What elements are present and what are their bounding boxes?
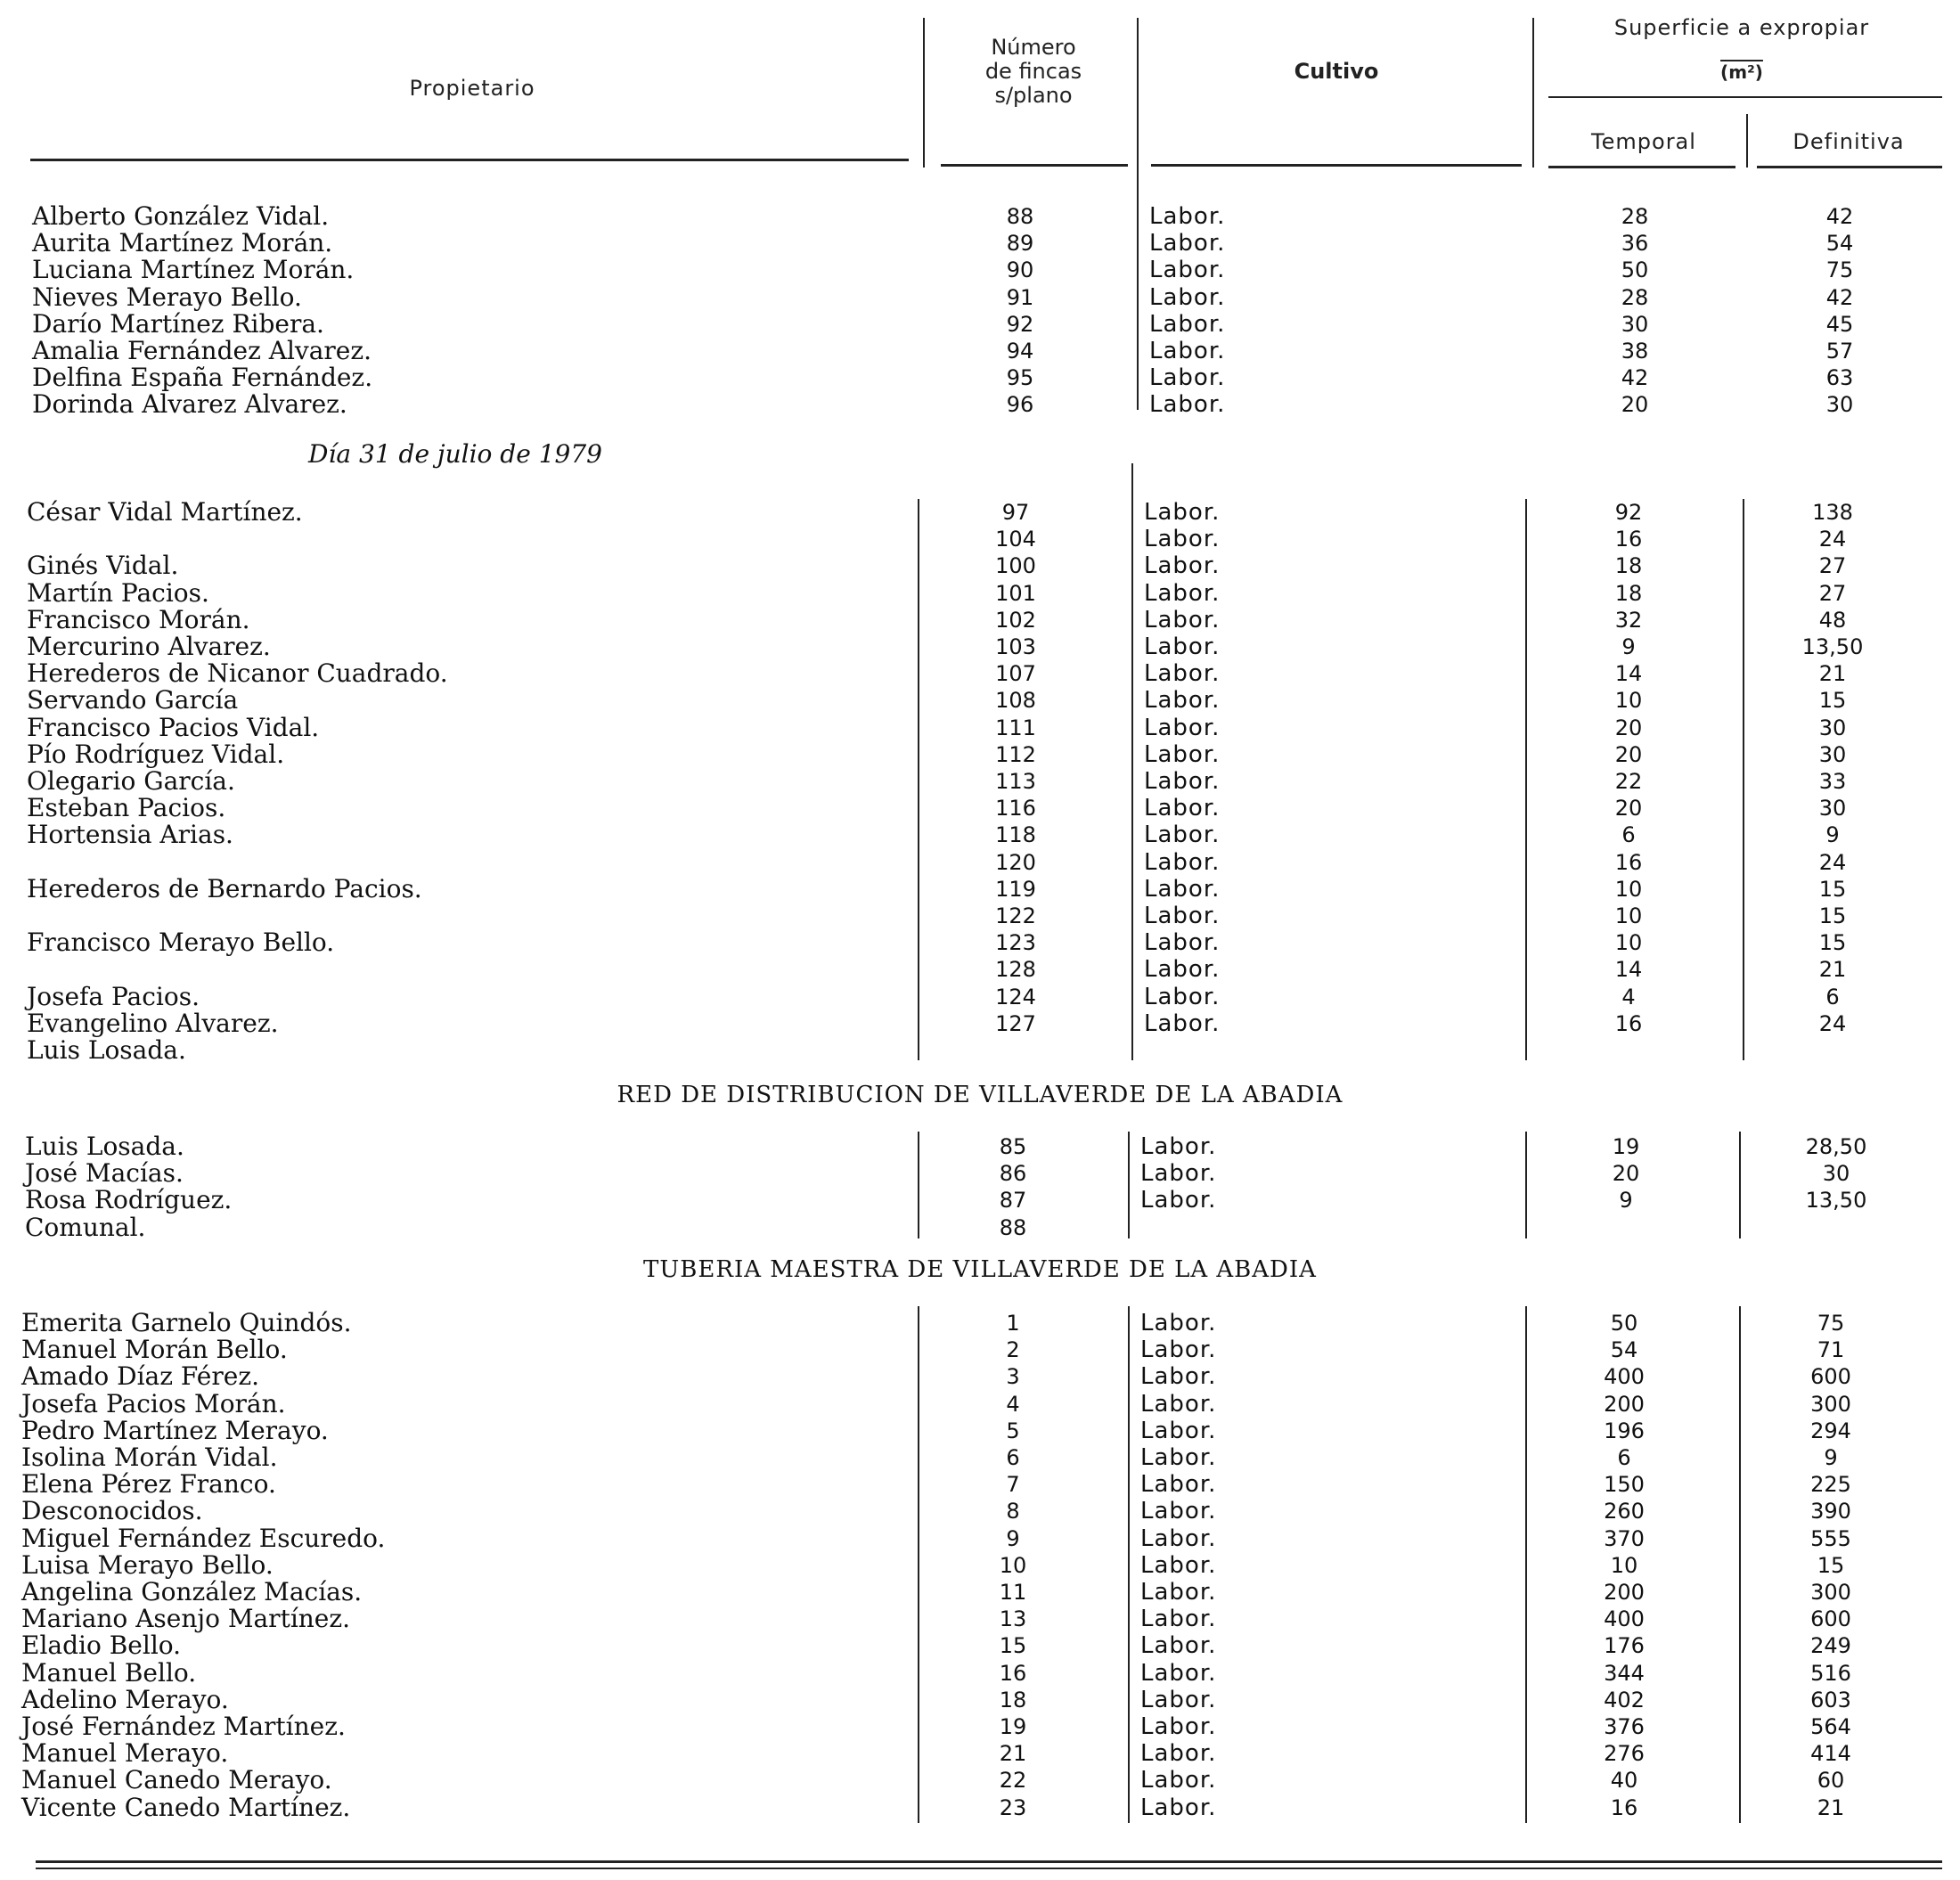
definitiva-value: 42	[1825, 204, 1854, 229]
col-rule-4	[1746, 114, 1748, 168]
temporal-value: 19	[1612, 1134, 1640, 1159]
definitiva-value: 71	[1817, 1337, 1845, 1362]
definitiva-value: 24	[1818, 850, 1847, 875]
finca-number: 23	[999, 1795, 1027, 1820]
definitiva-value: 15	[1818, 688, 1847, 713]
cultivo-value: Labor.	[1144, 768, 1221, 795]
definitiva-value: 15	[1818, 903, 1847, 928]
cultivo-value: Labor.	[1149, 284, 1226, 311]
owner-name: Isolina Morán Vidal.	[21, 1443, 278, 1472]
finca-number: 5	[1006, 1418, 1020, 1443]
temporal-value: 36	[1621, 231, 1649, 256]
col-rule-b4-4	[1739, 1306, 1741, 1823]
temporal-value: 6	[1617, 1445, 1631, 1470]
finca-number: 13	[999, 1606, 1027, 1631]
definitiva-value: 60	[1817, 1768, 1845, 1793]
owner-name: Hortensia Arias.	[27, 820, 233, 849]
cultivo-value: Labor.	[1144, 552, 1221, 579]
finca-number: 123	[995, 930, 1036, 955]
temporal-value: 16	[1614, 527, 1643, 552]
temporal-value: 10	[1614, 903, 1643, 928]
owner-name: Mariano Asenjo Martínez.	[21, 1604, 351, 1633]
definitiva-value: 21	[1817, 1795, 1845, 1820]
owner-name: Herederos de Bernardo Pacios.	[27, 874, 422, 903]
col-rule-b2-3	[1525, 499, 1527, 1060]
header-propietario: Propietario	[409, 76, 535, 101]
col-rule-b3-1	[918, 1132, 919, 1238]
cultivo-value: Labor.	[1144, 526, 1221, 552]
temporal-value: 10	[1614, 930, 1643, 955]
col-rule-b4-1	[918, 1306, 919, 1823]
definitiva-value: 300	[1810, 1580, 1851, 1605]
temporal-value: 20	[1614, 715, 1643, 740]
definitiva-value: 45	[1825, 312, 1854, 337]
owner-name: Alberto González Vidal.	[32, 201, 330, 231]
owner-name: José Fernández Martínez.	[21, 1712, 346, 1741]
temporal-value: 10	[1610, 1553, 1638, 1578]
cultivo-value: Labor.	[1140, 1767, 1217, 1794]
section-red-distribucion: RED DE DISTRIBUCION DE VILLAVERDE DE LA ABADIA	[617, 1082, 1343, 1108]
temporal-value: 20	[1612, 1161, 1640, 1186]
owner-name: Olegario García.	[27, 766, 235, 796]
temporal-value: 176	[1604, 1633, 1645, 1658]
owner-name: Luis Losada.	[25, 1132, 184, 1161]
section-tuberia-maestra: TUBERIA MAESTRA DE VILLAVERDE DE LA ABADIA	[643, 1256, 1317, 1283]
finca-number: 3	[1006, 1364, 1020, 1389]
finca-number: 97	[1001, 500, 1030, 525]
temporal-value: 22	[1614, 769, 1643, 794]
temporal-value: 50	[1621, 257, 1649, 282]
temporal-value: 16	[1610, 1795, 1638, 1820]
owner-name: Miguel Fernández Escuredo.	[21, 1524, 386, 1553]
definitiva-value: 75	[1817, 1311, 1845, 1336]
cultivo-value: Labor.	[1140, 1660, 1217, 1687]
definitiva-value: 63	[1825, 365, 1854, 390]
temporal-value: 400	[1604, 1364, 1645, 1389]
finca-number: 91	[1006, 285, 1034, 310]
header-numero-line3: s/plano	[994, 83, 1073, 108]
col-rule-b2-1	[918, 499, 919, 1060]
owner-name: Manuel Canedo Merayo.	[21, 1765, 332, 1794]
owner-name: Nieves Merayo Bello.	[32, 282, 302, 312]
finca-number: 8	[1006, 1499, 1020, 1524]
owner-name: Vicente Canedo Martínez.	[21, 1793, 351, 1822]
finca-number: 122	[995, 903, 1036, 928]
temporal-value: 20	[1614, 796, 1643, 821]
definitiva-value: 390	[1810, 1499, 1851, 1524]
temporal-value: 20	[1614, 742, 1643, 767]
temporal-value: 150	[1604, 1472, 1645, 1497]
owner-name: Amado Díaz Férez.	[21, 1361, 259, 1391]
finca-number: 6	[1006, 1445, 1020, 1470]
definitiva-value: 300	[1810, 1392, 1851, 1417]
definitiva-value: 516	[1810, 1661, 1851, 1686]
definitiva-value: 249	[1810, 1633, 1851, 1658]
definitiva-value: 30	[1818, 742, 1847, 767]
cultivo-value: Labor.	[1140, 1471, 1217, 1498]
owner-name: Emerita Garnelo Quindós.	[21, 1308, 352, 1337]
owner-name: Luis Losada.	[27, 1035, 186, 1065]
header-cultivo: Cultivo	[1294, 59, 1379, 84]
cultivo-value: Labor.	[1140, 1794, 1217, 1821]
temporal-value: 92	[1614, 500, 1643, 525]
definitiva-value: 225	[1810, 1472, 1851, 1497]
owner-name: Aurita Martínez Morán.	[32, 228, 333, 257]
finca-number: 127	[995, 1011, 1036, 1036]
finca-number: 116	[995, 796, 1036, 821]
temporal-value: 20	[1621, 392, 1649, 417]
definitiva-value: 15	[1818, 877, 1847, 902]
temporal-value: 28	[1621, 285, 1649, 310]
cultivo-value: Labor.	[1144, 876, 1221, 903]
temporal-value: 276	[1604, 1741, 1645, 1766]
col-rule-b4-2	[1128, 1306, 1130, 1823]
definitiva-value: 21	[1818, 661, 1847, 686]
definitiva-value: 30	[1818, 796, 1847, 821]
finca-number: 111	[995, 715, 1036, 740]
finca-number: 4	[1006, 1392, 1020, 1417]
cultivo-value: Labor.	[1149, 338, 1226, 364]
owner-name: Amalia Fernández Alvarez.	[32, 336, 372, 365]
definitiva-value: 21	[1818, 957, 1847, 982]
temporal-value: 200	[1604, 1580, 1645, 1605]
owner-name: Francisco Morán.	[27, 605, 250, 634]
definitiva-value: 57	[1825, 339, 1854, 364]
finca-number: 103	[995, 634, 1036, 659]
owner-name: Mercurino Alvarez.	[27, 632, 271, 661]
finca-number: 119	[995, 877, 1036, 902]
owner-name: Martín Pacios.	[27, 578, 209, 608]
cultivo-value: Labor.	[1149, 230, 1226, 257]
temporal-value: 344	[1604, 1661, 1645, 1686]
owner-name: Francisco Pacios Vidal.	[27, 713, 320, 742]
cultivo-value: Labor.	[1144, 715, 1221, 741]
header-rule-numero	[941, 164, 1128, 167]
cultivo-value: Labor.	[1144, 499, 1221, 526]
temporal-value: 16	[1614, 850, 1643, 875]
header-unidad: (m²)	[1720, 61, 1763, 83]
owner-name: Esteban Pacios.	[27, 793, 226, 822]
cultivo-value: Labor.	[1144, 956, 1221, 983]
definitiva-value: 138	[1812, 500, 1853, 525]
definitiva-value: 30	[1822, 1161, 1850, 1186]
temporal-value: 38	[1621, 339, 1649, 364]
cultivo-value: Labor.	[1144, 741, 1221, 768]
finca-number: 87	[999, 1188, 1027, 1213]
owner-name: Herederos de Nicanor Cuadrado.	[27, 658, 448, 688]
temporal-value: 9	[1621, 634, 1636, 659]
finca-number: 112	[995, 742, 1036, 767]
finca-number: 18	[999, 1688, 1027, 1712]
cultivo-value: Labor.	[1144, 633, 1221, 660]
definitiva-value: 30	[1818, 715, 1847, 740]
cultivo-value: Labor.	[1140, 1418, 1217, 1444]
owner-name: Manuel Merayo.	[21, 1738, 229, 1768]
temporal-value: 14	[1614, 957, 1643, 982]
definitiva-value: 9	[1825, 822, 1840, 847]
owner-name: Luisa Merayo Bello.	[21, 1550, 274, 1580]
header-superficie: Superficie a expropiar	[1613, 15, 1870, 40]
owner-name: Josefa Pacios Morán.	[21, 1389, 286, 1418]
temporal-value: 370	[1604, 1526, 1645, 1551]
temporal-value: 32	[1614, 608, 1643, 633]
definitiva-value: 30	[1825, 392, 1854, 417]
owner-name: Luciana Martínez Morán.	[32, 255, 355, 284]
finca-number: 108	[995, 688, 1036, 713]
temporal-value: 50	[1610, 1311, 1638, 1336]
owner-name: Darío Martínez Ribera.	[32, 309, 324, 339]
definitiva-value: 600	[1810, 1364, 1851, 1389]
finca-number: 90	[1006, 257, 1034, 282]
header-rule-definitiva	[1757, 166, 1942, 168]
definitiva-value: 33	[1818, 769, 1847, 794]
definitiva-value: 13,50	[1801, 634, 1864, 659]
temporal-value: 40	[1610, 1768, 1638, 1793]
header-rule-cultivo	[1151, 164, 1522, 167]
definitiva-value: 9	[1824, 1445, 1838, 1470]
owner-name: Desconocidos.	[21, 1496, 203, 1525]
cultivo-value: Labor.	[1140, 1713, 1217, 1740]
finca-number: 2	[1006, 1337, 1020, 1362]
cultivo-value: Labor.	[1140, 1525, 1217, 1552]
header-numero-line2: de fincas	[984, 59, 1082, 84]
finca-number: 22	[999, 1768, 1027, 1793]
cultivo-value: Labor.	[1140, 1740, 1217, 1767]
header-rule-temporal	[1548, 166, 1735, 168]
header-temporal: Temporal	[1591, 129, 1696, 154]
cultivo-value: Labor.	[1149, 311, 1226, 338]
finca-number: 102	[995, 608, 1036, 633]
finca-number: 1	[1006, 1311, 1020, 1336]
finca-number: 118	[995, 822, 1036, 847]
cultivo-value: Labor.	[1140, 1133, 1217, 1160]
cultivo-value: Labor.	[1144, 580, 1221, 607]
definitiva-value: 603	[1810, 1688, 1851, 1712]
finca-number: 107	[995, 661, 1036, 686]
owner-name: Comunal.	[25, 1213, 146, 1242]
temporal-value: 400	[1604, 1606, 1645, 1631]
col-rule-1	[923, 18, 925, 168]
temporal-value: 42	[1621, 365, 1649, 390]
date-heading: Día 31 de julio de 1979	[308, 439, 602, 469]
temporal-value: 196	[1604, 1418, 1645, 1443]
finca-number: 21	[999, 1741, 1027, 1766]
finca-number: 104	[995, 527, 1036, 552]
col-rule-b4-3	[1525, 1306, 1527, 1823]
finca-number: 10	[999, 1553, 1027, 1578]
cultivo-value: Labor.	[1140, 1606, 1217, 1632]
col-rule-3	[1532, 18, 1534, 168]
definitiva-value: 24	[1818, 527, 1847, 552]
finca-number: 89	[1006, 231, 1034, 256]
finca-number: 95	[1006, 365, 1034, 390]
finca-number: 86	[999, 1161, 1027, 1186]
definitiva-value: 75	[1825, 257, 1854, 282]
cultivo-value: Labor.	[1144, 795, 1221, 821]
cultivo-value: Labor.	[1140, 1160, 1217, 1187]
col-rule-2	[1137, 18, 1139, 410]
finca-number: 16	[999, 1661, 1027, 1686]
definitiva-value: 54	[1825, 231, 1854, 256]
finca-number: 92	[1006, 312, 1034, 337]
finca-number: 128	[995, 957, 1036, 982]
owner-name: Evangelino Alvarez.	[27, 1009, 279, 1038]
cultivo-value: Labor.	[1140, 1632, 1217, 1659]
definitiva-value: 555	[1810, 1526, 1851, 1551]
owner-name: Eladio Bello.	[21, 1631, 182, 1660]
owner-name: José Macías.	[25, 1158, 184, 1188]
cultivo-value: Labor.	[1140, 1579, 1217, 1606]
temporal-value: 9	[1619, 1188, 1633, 1213]
col-rule-b2-4	[1743, 499, 1744, 1060]
cultivo-value: Labor.	[1140, 1391, 1217, 1418]
cultivo-value: Labor.	[1140, 1363, 1217, 1390]
finca-number: 19	[999, 1714, 1027, 1739]
cultivo-value: Labor.	[1140, 1336, 1217, 1363]
temporal-value: 200	[1604, 1392, 1645, 1417]
temporal-value: 4	[1621, 985, 1636, 1009]
finca-number: 96	[1006, 392, 1034, 417]
definitiva-value: 600	[1810, 1606, 1851, 1631]
temporal-value: 18	[1614, 581, 1643, 606]
finca-number: 9	[1006, 1526, 1020, 1551]
definitiva-value: 42	[1825, 285, 1854, 310]
header-numero-line1: Número	[991, 35, 1076, 60]
cultivo-value: Labor.	[1144, 821, 1221, 848]
col-rule-b3-4	[1739, 1132, 1741, 1238]
definitiva-value: 15	[1818, 930, 1847, 955]
owner-name: Angelina González Macías.	[21, 1577, 363, 1606]
cultivo-value: Labor.	[1140, 1444, 1217, 1471]
cultivo-value: Labor.	[1144, 929, 1221, 956]
temporal-value: 30	[1621, 312, 1649, 337]
finca-number: 11	[999, 1580, 1027, 1605]
finca-number: 124	[995, 985, 1036, 1009]
cultivo-value: Labor.	[1149, 391, 1226, 418]
cultivo-value: Labor.	[1144, 984, 1221, 1010]
definitiva-value: 27	[1818, 581, 1847, 606]
definitiva-value: 294	[1810, 1418, 1851, 1443]
owner-name: Pedro Martínez Merayo.	[21, 1416, 329, 1445]
header-rule-propietario	[30, 159, 909, 161]
cultivo-value: Labor.	[1144, 607, 1221, 633]
temporal-value: 260	[1604, 1499, 1645, 1524]
temporal-value: 376	[1604, 1714, 1645, 1739]
definitiva-value: 564	[1810, 1714, 1851, 1739]
finca-number: 85	[999, 1134, 1027, 1159]
owner-name: Adelino Merayo.	[21, 1685, 229, 1714]
cultivo-value: Labor.	[1140, 1187, 1217, 1214]
cultivo-value: Labor.	[1144, 849, 1221, 876]
temporal-value: 10	[1614, 877, 1643, 902]
owner-name: Ginés Vidal.	[27, 551, 179, 580]
owner-name: Dorinda Alvarez Alvarez.	[32, 389, 347, 419]
temporal-value: 6	[1621, 822, 1636, 847]
finca-number: 94	[1006, 339, 1034, 364]
finca-number: 15	[999, 1633, 1027, 1658]
cultivo-value: Labor.	[1149, 364, 1226, 391]
cultivo-value: Labor.	[1140, 1310, 1217, 1336]
temporal-value: 18	[1614, 553, 1643, 578]
finca-number: 7	[1006, 1472, 1020, 1497]
cultivo-value: Labor.	[1140, 1552, 1217, 1579]
definitiva-value: 414	[1810, 1741, 1851, 1766]
owner-name: Pío Rodríguez Vidal.	[27, 740, 285, 769]
owner-name: Delfina España Fernández.	[32, 363, 373, 392]
temporal-value: 402	[1604, 1688, 1645, 1712]
cultivo-value: Labor.	[1144, 687, 1221, 714]
owner-name: César Vidal Martínez.	[27, 497, 303, 527]
definitiva-value: 6	[1825, 985, 1840, 1009]
temporal-value: 54	[1610, 1337, 1638, 1362]
definitiva-value: 48	[1818, 608, 1847, 633]
temporal-value: 28	[1621, 204, 1649, 229]
col-rule-b3-2	[1128, 1132, 1130, 1238]
definitiva-value: 15	[1817, 1553, 1845, 1578]
header-definitiva: Definitiva	[1793, 129, 1905, 154]
col-rule-b3-3	[1525, 1132, 1527, 1238]
cultivo-value: Labor.	[1149, 203, 1226, 230]
col-rule-b2-2	[1131, 463, 1133, 1060]
finca-number: 113	[995, 769, 1036, 794]
cultivo-value: Labor.	[1140, 1687, 1217, 1713]
footer-rule-top	[36, 1860, 1942, 1863]
cultivo-value: Labor.	[1140, 1498, 1217, 1524]
definitiva-value: 27	[1818, 553, 1847, 578]
footer-rule-bottom	[36, 1868, 1942, 1869]
definitiva-value: 28,50	[1805, 1134, 1867, 1159]
temporal-value: 16	[1614, 1011, 1643, 1036]
cultivo-value: Labor.	[1144, 1010, 1221, 1037]
cultivo-value: Labor.	[1149, 257, 1226, 283]
definitiva-value: 13,50	[1805, 1188, 1867, 1213]
owner-name: Francisco Merayo Bello.	[27, 928, 335, 957]
finca-number: 120	[995, 850, 1036, 875]
finca-number: 100	[995, 553, 1036, 578]
owner-name: Rosa Rodríguez.	[25, 1185, 233, 1214]
owner-name: Manuel Morán Bello.	[21, 1335, 288, 1364]
finca-number: 88	[999, 1215, 1027, 1240]
owner-name: Manuel Bello.	[21, 1658, 197, 1688]
temporal-value: 10	[1614, 688, 1643, 713]
finca-number: 88	[1006, 204, 1034, 229]
finca-number: 101	[995, 581, 1036, 606]
temporal-value: 14	[1614, 661, 1643, 686]
header-rule-superficie	[1548, 96, 1942, 98]
owner-name: Elena Pérez Franco.	[21, 1469, 276, 1499]
owner-name: Servando García	[27, 685, 239, 715]
definitiva-value: 24	[1818, 1011, 1847, 1036]
owner-name: Josefa Pacios.	[27, 982, 200, 1011]
cultivo-value: Labor.	[1144, 660, 1221, 687]
cultivo-value: Labor.	[1144, 903, 1221, 929]
